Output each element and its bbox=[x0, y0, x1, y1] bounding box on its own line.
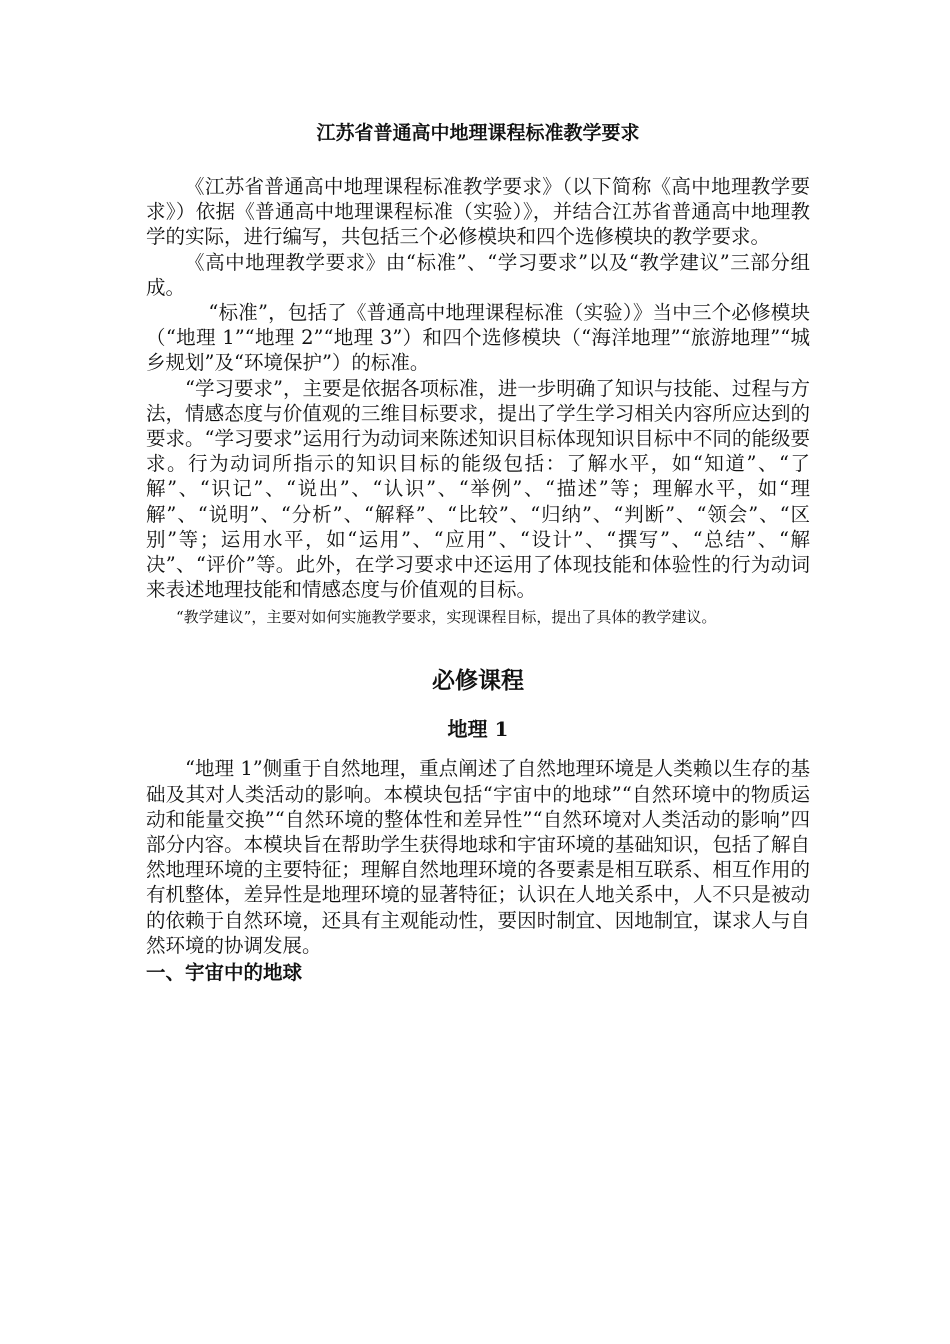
section-title: 必修课程 bbox=[432, 667, 524, 695]
module-paragraph: “地理 1”侧重于自然地理，重点阐述了自然地理环境是人类赖以生存的基础及其对人类活动的影响。本模块包括“宇宙中的地球”“自然环境中的物质运动和能量交换”“自然环境的整体性和差异性”“自然环境对人类活动的影响”四部分内容。本模块旨在帮助学生获得地球和宇宙环境的基础知识，包括了解自然地理环境的主要特征；理解自然地理环境的各要素是相互联系、相互作用的有机整体，差异性是地理环境的显著特征；认识在人地关系中，人不只是被动的依赖于自然环境，还具有主观能动性，要因时制宜、因地制宜，谋求人与自然环境的协调发展。 bbox=[146, 757, 810, 957]
document-title: 江苏省普通高中地理课程标准教学要求 bbox=[316, 122, 640, 144]
intro-paragraph-3: “标准”，包括了《普通高中地理课程标准（实验）》当中三个必修模块（“地理 1”“地理 2”“地理 3”）和四个选修模块（“海洋地理”“旅游地理”“城乡规划”及“环境保护”）的标准。 bbox=[146, 301, 810, 375]
intro-paragraph-4: “学习要求”，主要是依据各项标准，进一步明确了知识与技能、过程与方法，情感态度与价值观的三维目标要求，提出了学生学习相关内容所应达到的要求。“学习要求”运用行为动词来陈述知识目标体现知识目标中不同的能级要求。行为动词所指示的知识目标的能级包括：了解水平，如“知道”、“了解”、“识记”、“说出”、“认识”、“举例”、“描述”等；理解水平，如“理解”、“说明”、“分析”、“解释”、“比较”、“归纳”、“判断”、“领会”、“区别”等；运用水平，如“运用”、“应用”、“设计”、“撰写”、“总结”、“解决”、“评价”等。此外，在学习要求中还运用了体现技能和体验性的行为动词来表述地理技能和情感态度与价值观的目标。 bbox=[146, 376, 810, 602]
intro-paragraph-1: 《江苏省普通高中地理课程标准教学要求》（以下简称《高中地理教学要求》）依据《普通高中地理课程标准（实验）》，并结合江苏省普通高中地理教学的实际，进行编写，共包括三个必修模块和四个选修模块的教学要求。 bbox=[146, 175, 810, 249]
intro-paragraph-5: “教学建议”，主要对如何实施教学要求，实现课程目标，提出了具体的教学建议。 bbox=[176, 608, 717, 627]
subheading: 一、宇宙中的地球 bbox=[146, 961, 303, 985]
intro-paragraph-2: 《高中地理教学要求》由“标准”、“学习要求”以及“教学建议”三部分组成。 bbox=[146, 250, 810, 299]
module-title: 地理 1 bbox=[447, 717, 509, 742]
document-page bbox=[146, 120, 810, 986]
